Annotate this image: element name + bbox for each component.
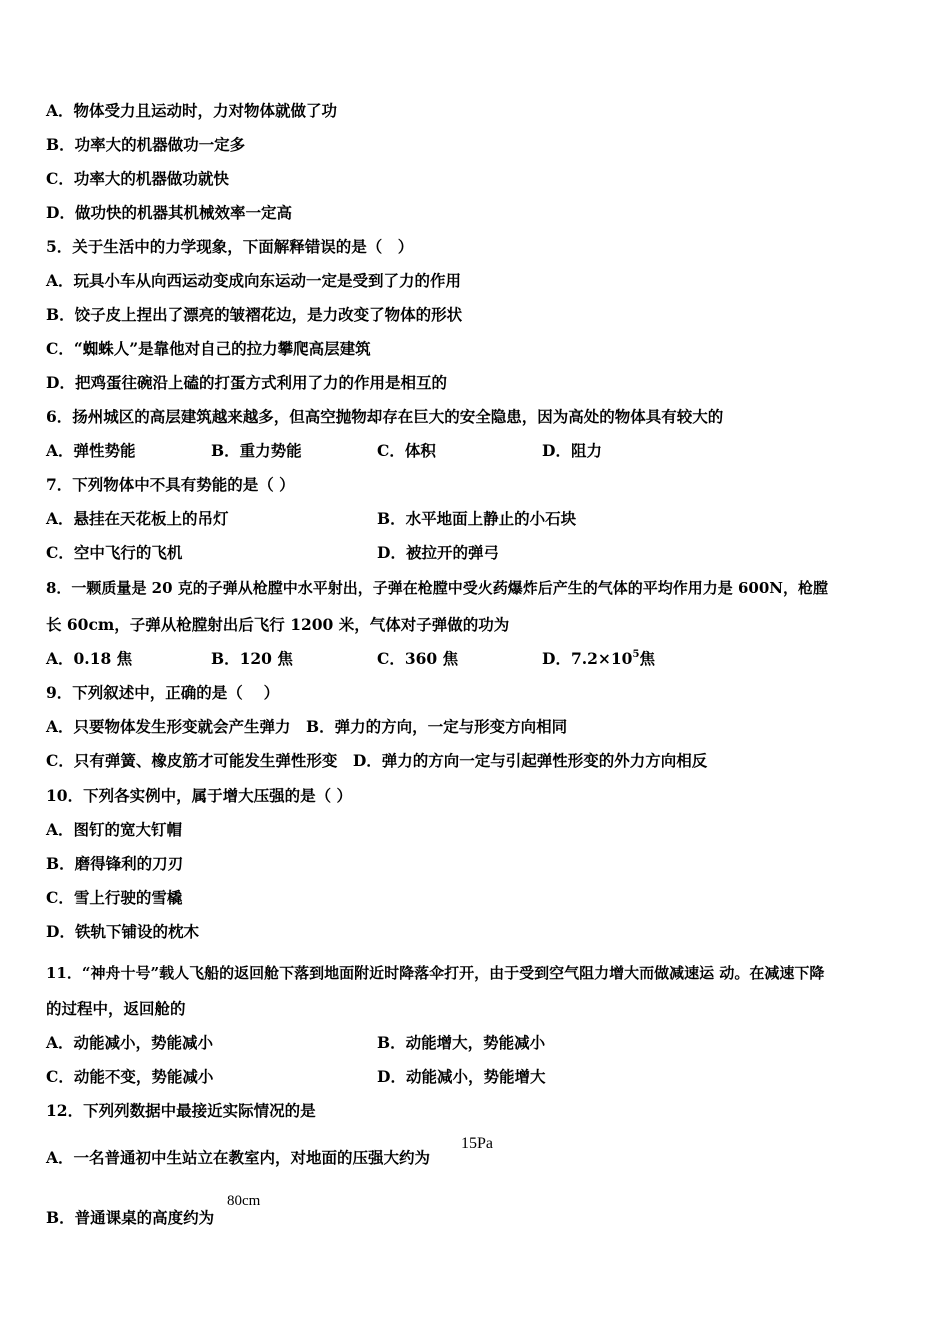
- q12-option-b-value: 80cm: [227, 1193, 261, 1209]
- q5-option-d: D．把鸡蛋往碗沿上磕的打蛋方式利用了力的作用是相互的: [46, 373, 447, 392]
- q9-stem: 9．下列叙述中，正确的是（ ）: [46, 683, 280, 702]
- q9-options-row-1: A．只要物体发生形变就会产生弹力 B．弹力的方向，一定与形变方向相同: [46, 717, 568, 736]
- q8-option-b: B．120 焦: [211, 649, 293, 668]
- q12-stem: 12．下列列数据中最接近实际情况的是: [46, 1101, 316, 1120]
- q11-option-d: D．动能减小，势能增大: [377, 1067, 546, 1086]
- q6-option-a: A．弹性势能: [46, 441, 136, 460]
- q8-option-d-exponent: 5: [632, 649, 640, 660]
- q4-option-d: D．做功快的机器其机械效率一定高: [46, 203, 292, 222]
- q4-option-c: C．功率大的机器做功就快: [46, 169, 229, 188]
- q4-option-a: A．物体受力且运动时，力对物体就做了功: [46, 101, 338, 120]
- q6-stem: 6．扬州城区的高层建筑越来越多，但高空抛物却存在巨大的安全隐患，因为高处的物体具有较大的: [46, 407, 724, 426]
- q10-stem: 10．下列各实例中，属于增大压强的是（ ）: [46, 786, 352, 805]
- q11-stem-line-1: 11．“神舟十号”载人飞船的返回舱下落到地面附近时降落伞打开，由于受到空气阻力增大而做减速运 动。在减速下降: [46, 964, 825, 982]
- q10-option-b: B．磨得锋利的刀刃: [46, 854, 184, 873]
- q11-option-b: B．动能增大，势能减小: [377, 1033, 546, 1052]
- q6-option-b: B．重力势能: [211, 441, 302, 460]
- q8-option-d-unit: 焦: [639, 649, 655, 668]
- q11-stem-line-2: 的过程中，返回舱的: [46, 999, 186, 1018]
- q8-stem-line-1: 8．一颗质量是 20 克的子弹从枪膛中水平射出，子弹在枪膛中受火药爆炸后产生的气体的平均作用力是 600N，枪膛: [46, 579, 829, 597]
- q8-option-d-base: D．7.2×10: [542, 649, 633, 668]
- q5-option-b: B．饺子皮上捏出了漂亮的皱褶花边，是力改变了物体的形状: [46, 305, 463, 324]
- q7-option-d: D．被拉开的弹弓: [377, 543, 499, 562]
- q12-option-a-value: 15Pa: [461, 1135, 493, 1152]
- q9-options-row-2: C．只有弹簧、橡皮筋才可能发生弹性形变 D．弹力的方向一定与引起弹性形变的外力方向相反: [46, 751, 708, 770]
- q5-option-a: A．玩具小车从向西运动变成向东运动一定是受到了力的作用: [46, 271, 462, 290]
- q7-option-a: A．悬挂在天花板上的吊灯: [46, 509, 229, 528]
- q7-option-c: C．空中飞行的飞机: [46, 543, 183, 562]
- q7-option-b: B．水平地面上静止的小石块: [377, 509, 577, 528]
- q8-option-a: A．0.18 焦: [46, 649, 133, 668]
- q7-stem: 7．下列物体中不具有势能的是（ ）: [46, 475, 295, 494]
- q12-option-a: A．一名普通初中生站立在教室内，对地面的压强大约为: [46, 1148, 431, 1167]
- q10-option-a: A．图钉的宽大钉帽: [46, 820, 183, 839]
- q8-stem-line-2: 长 60cm，子弹从枪膛射出后飞行 1200 米，气体对子弹做的功为: [46, 615, 510, 634]
- q5-stem: 5．关于生活中的力学现象，下面解释错误的是（ ）: [46, 237, 414, 256]
- q8-option-d: [542, 649, 655, 672]
- q4-option-b: B．功率大的机器做功一定多: [46, 135, 246, 154]
- q11-option-a: A．动能减小，势能减小: [46, 1033, 214, 1052]
- q8-option-c: C．360 焦: [377, 649, 459, 668]
- q12-option-b: B．普通课桌的高度约为: [46, 1208, 215, 1227]
- q10-option-c: C．雪上行驶的雪橇: [46, 888, 183, 907]
- q10-option-d: D．铁轨下铺设的枕木: [46, 922, 199, 941]
- q11-option-c: C．动能不变，势能减小: [46, 1067, 214, 1086]
- q6-option-c: C．体积: [377, 441, 436, 460]
- q5-option-c: C．“蜘蛛人”是靠他对自己的拉力攀爬高层建筑: [46, 339, 371, 358]
- q6-option-d: D．阻力: [542, 441, 602, 460]
